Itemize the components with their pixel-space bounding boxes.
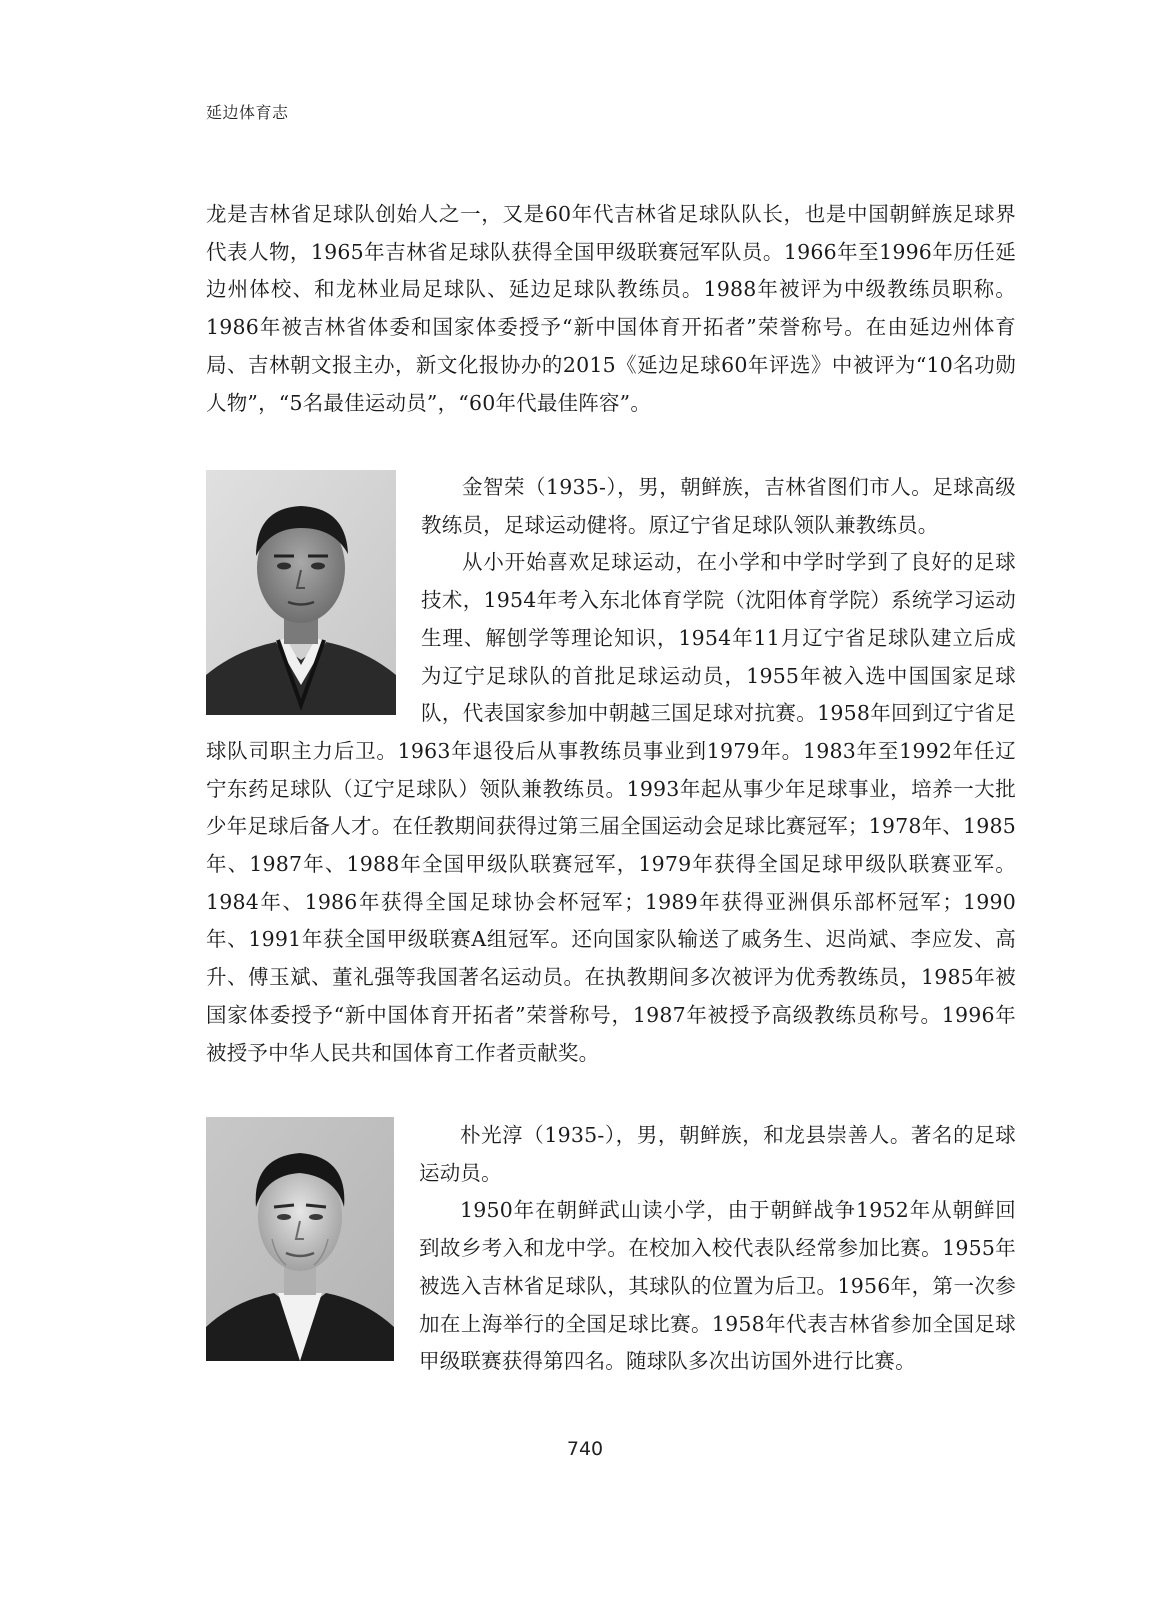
page-number: 740 [566,1438,604,1460]
entry-biography-kim: 从小开始喜欢足球运动，在小学和中学时学到了良好的足球技术，1954年考入东北体育学院（沈阳体育学院）系统学习运动生理、解刨学等理论知识，1954年11月辽宁省足球队建立后成为辽宁足球队的首批足球运动员，1955年被入选中国国家足球队，代表国家参加中朝越三国足球对抗赛。1958年回到辽宁省足球队司职主力后卫。1963年退役后从事教练员事业到1979年。1983年至1992年任辽宁东药足球队（辽宁足球队）领队兼教练员。1993年起从事少年足球事业，培养一大批少年足球后备人才。在任教期间获得过第三届全国运动会足球比赛冠军；1978年、1985年、1987年、1988年全国甲级队联赛冠军，1979年获得全国足球甲级队联赛亚军。1984年、1986年获得全国足球协会杯冠军；1989年获得亚洲俱乐部杯冠军；1990年、1991年获全国甲级联赛A组冠军。还向国家队输送了戚务生、迟尚斌、李应发、高升、傅玉斌、董礼强等我国著名运动员。在执教期间多次被评为优秀教练员，1985年被国家体委授予“新中国体育开拓者”荣誉称号，1987年被授予高级教练员称号。1996年被授予中华人民共和国体育工作者贡献奖。 [206,550,1016,1065]
portrait-photo-kim [206,470,396,715]
portrait-photo-park [206,1117,394,1361]
entry-summary-park: 朴光淳（1935-），男，朝鲜族，和龙县崇善人。著名的足球运动员。 [419,1123,1016,1185]
intro-paragraph: 龙是吉林省足球队创始人之一，又是60年代吉林省足球队队长，也是中国朝鲜族足球界代表人物，1965年吉林省足球队获得全国甲级联赛冠军队员。1966年至1996年历任延边州体校、和龙林业局足球队、延边足球队教练员。1988年被评为中级教练员职称。1986年被吉林省体委和国家体委授予“新中国体育开拓者”荣誉称号。在由延边州体育局、吉林朝文报主办，新文化报协办的2015《延边足球60年评选》中被评为“10名功勋人物”，“5名最佳运动员”，“60年代最佳阵容”。 [206,202,1016,415]
biography-entry-kim [206,470,1016,1072]
biography-entry-park [206,1117,1016,1381]
entry-biography-park: 1950年在朝鲜武山读小学，由于朝鲜战争1952年从朝鲜回到故乡考入和龙中学。在校加入校代表队经常参加比赛。1955年被选入吉林省足球队，其球队的位置为后卫。1956年，第一次参加在上海举行的全国足球比赛。1958年代表吉林省参加全国足球甲级联赛获得第四名。随球队多次出访国外进行比赛。 [419,1198,1016,1374]
entry-summary-kim: 金智荣（1935-），男，朝鲜族，吉林省图们市人。足球高级教练员，足球运动健将。原辽宁省足球队领队兼教练员。 [421,475,1016,537]
running-header: 延边体育志 [206,103,289,122]
